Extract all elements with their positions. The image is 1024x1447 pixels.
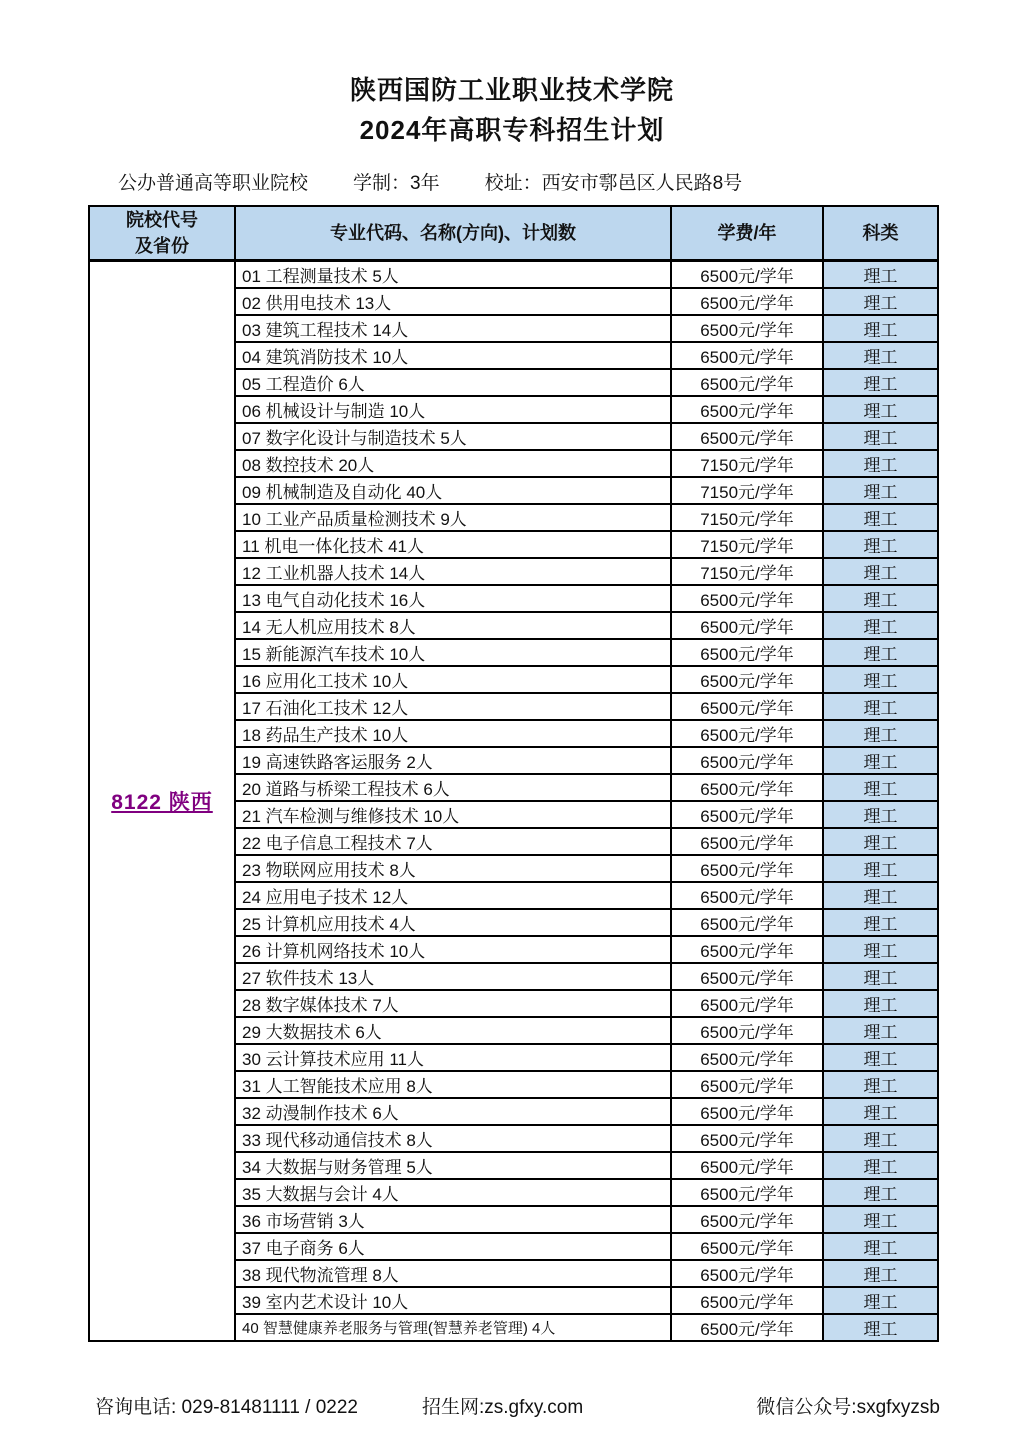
category-cell: 理工 bbox=[823, 315, 938, 342]
fee-cell: 6500元/学年 bbox=[671, 693, 823, 720]
school-info-line bbox=[118, 168, 742, 195]
category-cell: 理工 bbox=[823, 990, 938, 1017]
major-cell: 15 新能源汽车技术 10人 bbox=[235, 639, 671, 666]
major-cell: 27 软件技术 13人 bbox=[235, 963, 671, 990]
category-cell: 理工 bbox=[823, 369, 938, 396]
category-cell: 理工 bbox=[823, 720, 938, 747]
major-cell: 39 室内艺术设计 10人 bbox=[235, 1287, 671, 1314]
major-cell: 36 市场营销 3人 bbox=[235, 1206, 671, 1233]
fee-cell: 6500元/学年 bbox=[671, 1152, 823, 1179]
major-cell: 30 云计算技术应用 11人 bbox=[235, 1044, 671, 1071]
fee-cell: 6500元/学年 bbox=[671, 1098, 823, 1125]
major-cell: 07 数字化设计与制造技术 5人 bbox=[235, 423, 671, 450]
major-cell: 23 物联网应用技术 8人 bbox=[235, 855, 671, 882]
major-cell: 03 建筑工程技术 14人 bbox=[235, 315, 671, 342]
school-type-text: 公办普通高等职业院校 bbox=[118, 173, 309, 194]
major-cell: 21 汽车检测与维修技术 10人 bbox=[235, 801, 671, 828]
fee-cell: 7150元/学年 bbox=[671, 558, 823, 585]
fee-cell: 7150元/学年 bbox=[671, 450, 823, 477]
major-cell: 31 人工智能技术应用 8人 bbox=[235, 1071, 671, 1098]
category-cell: 理工 bbox=[823, 396, 938, 423]
major-cell: 06 机械设计与制造 10人 bbox=[235, 396, 671, 423]
fee-cell: 6500元/学年 bbox=[671, 369, 823, 396]
category-cell: 理工 bbox=[823, 801, 938, 828]
category-cell: 理工 bbox=[823, 639, 938, 666]
fee-cell: 6500元/学年 bbox=[671, 1206, 823, 1233]
fee-cell: 6500元/学年 bbox=[671, 855, 823, 882]
category-cell: 理工 bbox=[823, 288, 938, 315]
college-code-link[interactable]: 8122 陕西 bbox=[111, 791, 213, 815]
header-college-code-line2: 及省份 bbox=[135, 236, 189, 257]
wechat-account-text: 微信公众号:sxgfxyzsb bbox=[756, 1397, 940, 1418]
major-cell: 09 机械制造及自动化 40人 bbox=[235, 477, 671, 504]
category-cell: 理工 bbox=[823, 423, 938, 450]
major-cell: 33 现代移动通信技术 8人 bbox=[235, 1125, 671, 1152]
fee-cell: 7150元/学年 bbox=[671, 531, 823, 558]
category-cell: 理工 bbox=[823, 882, 938, 909]
fee-cell: 6500元/学年 bbox=[671, 1125, 823, 1152]
major-cell: 22 电子信息工程技术 7人 bbox=[235, 828, 671, 855]
category-cell: 理工 bbox=[823, 1125, 938, 1152]
major-cell: 08 数控技术 20人 bbox=[235, 450, 671, 477]
table-header-row bbox=[89, 206, 938, 261]
category-cell: 理工 bbox=[823, 612, 938, 639]
fee-cell: 6500元/学年 bbox=[671, 963, 823, 990]
category-cell: 理工 bbox=[823, 1071, 938, 1098]
fee-cell: 7150元/学年 bbox=[671, 504, 823, 531]
category-cell: 理工 bbox=[823, 1233, 938, 1260]
major-cell: 13 电气自动化技术 16人 bbox=[235, 585, 671, 612]
fee-cell: 6500元/学年 bbox=[671, 720, 823, 747]
enrollment-plan-table bbox=[88, 205, 939, 1342]
header-category: 科类 bbox=[823, 206, 938, 261]
category-cell: 理工 bbox=[823, 1287, 938, 1314]
fee-cell: 6500元/学年 bbox=[671, 1071, 823, 1098]
major-cell: 10 工业产品质量检测技术 9人 bbox=[235, 504, 671, 531]
fee-cell: 6500元/学年 bbox=[671, 423, 823, 450]
header-major: 专业代码、名称(方向)、计划数 bbox=[235, 206, 671, 261]
category-cell: 理工 bbox=[823, 666, 938, 693]
category-cell: 理工 bbox=[823, 1206, 938, 1233]
major-cell: 05 工程造价 6人 bbox=[235, 369, 671, 396]
header-college-code-line1: 院校代号 bbox=[126, 210, 198, 230]
category-cell: 理工 bbox=[823, 855, 938, 882]
category-cell: 理工 bbox=[823, 1314, 938, 1341]
fee-cell: 6500元/学年 bbox=[671, 396, 823, 423]
major-cell: 14 无人机应用技术 8人 bbox=[235, 612, 671, 639]
major-cell: 11 机电一体化技术 41人 bbox=[235, 531, 671, 558]
school-address-text: 校址：西安市鄠邑区人民路8号 bbox=[484, 173, 743, 194]
fee-cell: 6500元/学年 bbox=[671, 639, 823, 666]
fee-cell: 6500元/学年 bbox=[671, 990, 823, 1017]
category-cell: 理工 bbox=[823, 774, 938, 801]
category-cell: 理工 bbox=[823, 1260, 938, 1287]
category-cell: 理工 bbox=[823, 450, 938, 477]
header-fee: 学费/年 bbox=[671, 206, 823, 261]
fee-cell: 6500元/学年 bbox=[671, 774, 823, 801]
category-cell: 理工 bbox=[823, 1017, 938, 1044]
study-duration-text: 学制：3年 bbox=[353, 173, 440, 194]
major-cell: 37 电子商务 6人 bbox=[235, 1233, 671, 1260]
category-cell: 理工 bbox=[823, 963, 938, 990]
major-cell: 17 石油化工技术 12人 bbox=[235, 693, 671, 720]
category-cell: 理工 bbox=[823, 477, 938, 504]
fee-cell: 6500元/学年 bbox=[671, 288, 823, 315]
page-title: 陕西国防工业职业技术学院 bbox=[349, 75, 674, 105]
major-cell: 02 供用电技术 13人 bbox=[235, 288, 671, 315]
fee-cell: 6500元/学年 bbox=[671, 1017, 823, 1044]
fee-cell: 6500元/学年 bbox=[671, 1044, 823, 1071]
major-cell: 04 建筑消防技术 10人 bbox=[235, 342, 671, 369]
category-cell: 理工 bbox=[823, 504, 938, 531]
contact-phone-text: 咨询电话: 029-81481111 / 0222 bbox=[95, 1397, 358, 1418]
college-code-cell bbox=[89, 261, 235, 1342]
fee-cell: 6500元/学年 bbox=[671, 1179, 823, 1206]
category-cell: 理工 bbox=[823, 828, 938, 855]
category-cell: 理工 bbox=[823, 531, 938, 558]
category-cell: 理工 bbox=[823, 1098, 938, 1125]
major-cell: 32 动漫制作技术 6人 bbox=[235, 1098, 671, 1125]
fee-cell: 6500元/学年 bbox=[671, 666, 823, 693]
category-cell: 理工 bbox=[823, 1152, 938, 1179]
major-cell: 20 道路与桥梁工程技术 6人 bbox=[235, 774, 671, 801]
category-cell: 理工 bbox=[823, 585, 938, 612]
fee-cell: 6500元/学年 bbox=[671, 801, 823, 828]
category-cell: 理工 bbox=[823, 1044, 938, 1071]
fee-cell: 6500元/学年 bbox=[671, 1314, 823, 1341]
major-cell: 19 高速铁路客运服务 2人 bbox=[235, 747, 671, 774]
fee-cell: 6500元/学年 bbox=[671, 828, 823, 855]
fee-cell: 6500元/学年 bbox=[671, 882, 823, 909]
fee-cell: 7150元/学年 bbox=[671, 477, 823, 504]
fee-cell: 6500元/学年 bbox=[671, 342, 823, 369]
fee-cell: 6500元/学年 bbox=[671, 1233, 823, 1260]
major-cell: 24 应用电子技术 12人 bbox=[235, 882, 671, 909]
admissions-website-text: 招生网:zs.gfxy.com bbox=[422, 1397, 584, 1418]
header-college-code bbox=[89, 206, 235, 261]
major-cell: 34 大数据与财务管理 5人 bbox=[235, 1152, 671, 1179]
fee-cell: 6500元/学年 bbox=[671, 747, 823, 774]
category-cell: 理工 bbox=[823, 558, 938, 585]
fee-cell: 6500元/学年 bbox=[671, 261, 823, 289]
page-subtitle: 2024年高职专科招生计划 bbox=[359, 115, 665, 145]
fee-cell: 6500元/学年 bbox=[671, 585, 823, 612]
major-cell: 29 大数据技术 6人 bbox=[235, 1017, 671, 1044]
major-cell: 26 计算机网络技术 10人 bbox=[235, 936, 671, 963]
fee-cell: 6500元/学年 bbox=[671, 1260, 823, 1287]
major-cell: 16 应用化工技术 10人 bbox=[235, 666, 671, 693]
major-cell: 35 大数据与会计 4人 bbox=[235, 1179, 671, 1206]
plan-table-body bbox=[89, 261, 938, 1342]
major-cell: 38 现代物流管理 8人 bbox=[235, 1260, 671, 1287]
major-cell: 28 数字媒体技术 7人 bbox=[235, 990, 671, 1017]
fee-cell: 6500元/学年 bbox=[671, 1287, 823, 1314]
category-cell: 理工 bbox=[823, 342, 938, 369]
category-cell: 理工 bbox=[823, 261, 938, 289]
fee-cell: 6500元/学年 bbox=[671, 936, 823, 963]
fee-cell: 6500元/学年 bbox=[671, 315, 823, 342]
category-cell: 理工 bbox=[823, 1179, 938, 1206]
fee-cell: 6500元/学年 bbox=[671, 909, 823, 936]
major-cell: 25 计算机应用技术 4人 bbox=[235, 909, 671, 936]
category-cell: 理工 bbox=[823, 693, 938, 720]
fee-cell: 6500元/学年 bbox=[671, 612, 823, 639]
page-footer bbox=[95, 1392, 940, 1418]
table-row bbox=[89, 261, 938, 289]
major-cell: 18 药品生产技术 10人 bbox=[235, 720, 671, 747]
major-cell: 12 工业机器人技术 14人 bbox=[235, 558, 671, 585]
category-cell: 理工 bbox=[823, 747, 938, 774]
category-cell: 理工 bbox=[823, 909, 938, 936]
major-cell: 40 智慧健康养老服务与管理(智慧养老管理) 4人 bbox=[235, 1314, 671, 1341]
major-cell: 01 工程测量技术 5人 bbox=[235, 261, 671, 289]
category-cell: 理工 bbox=[823, 936, 938, 963]
